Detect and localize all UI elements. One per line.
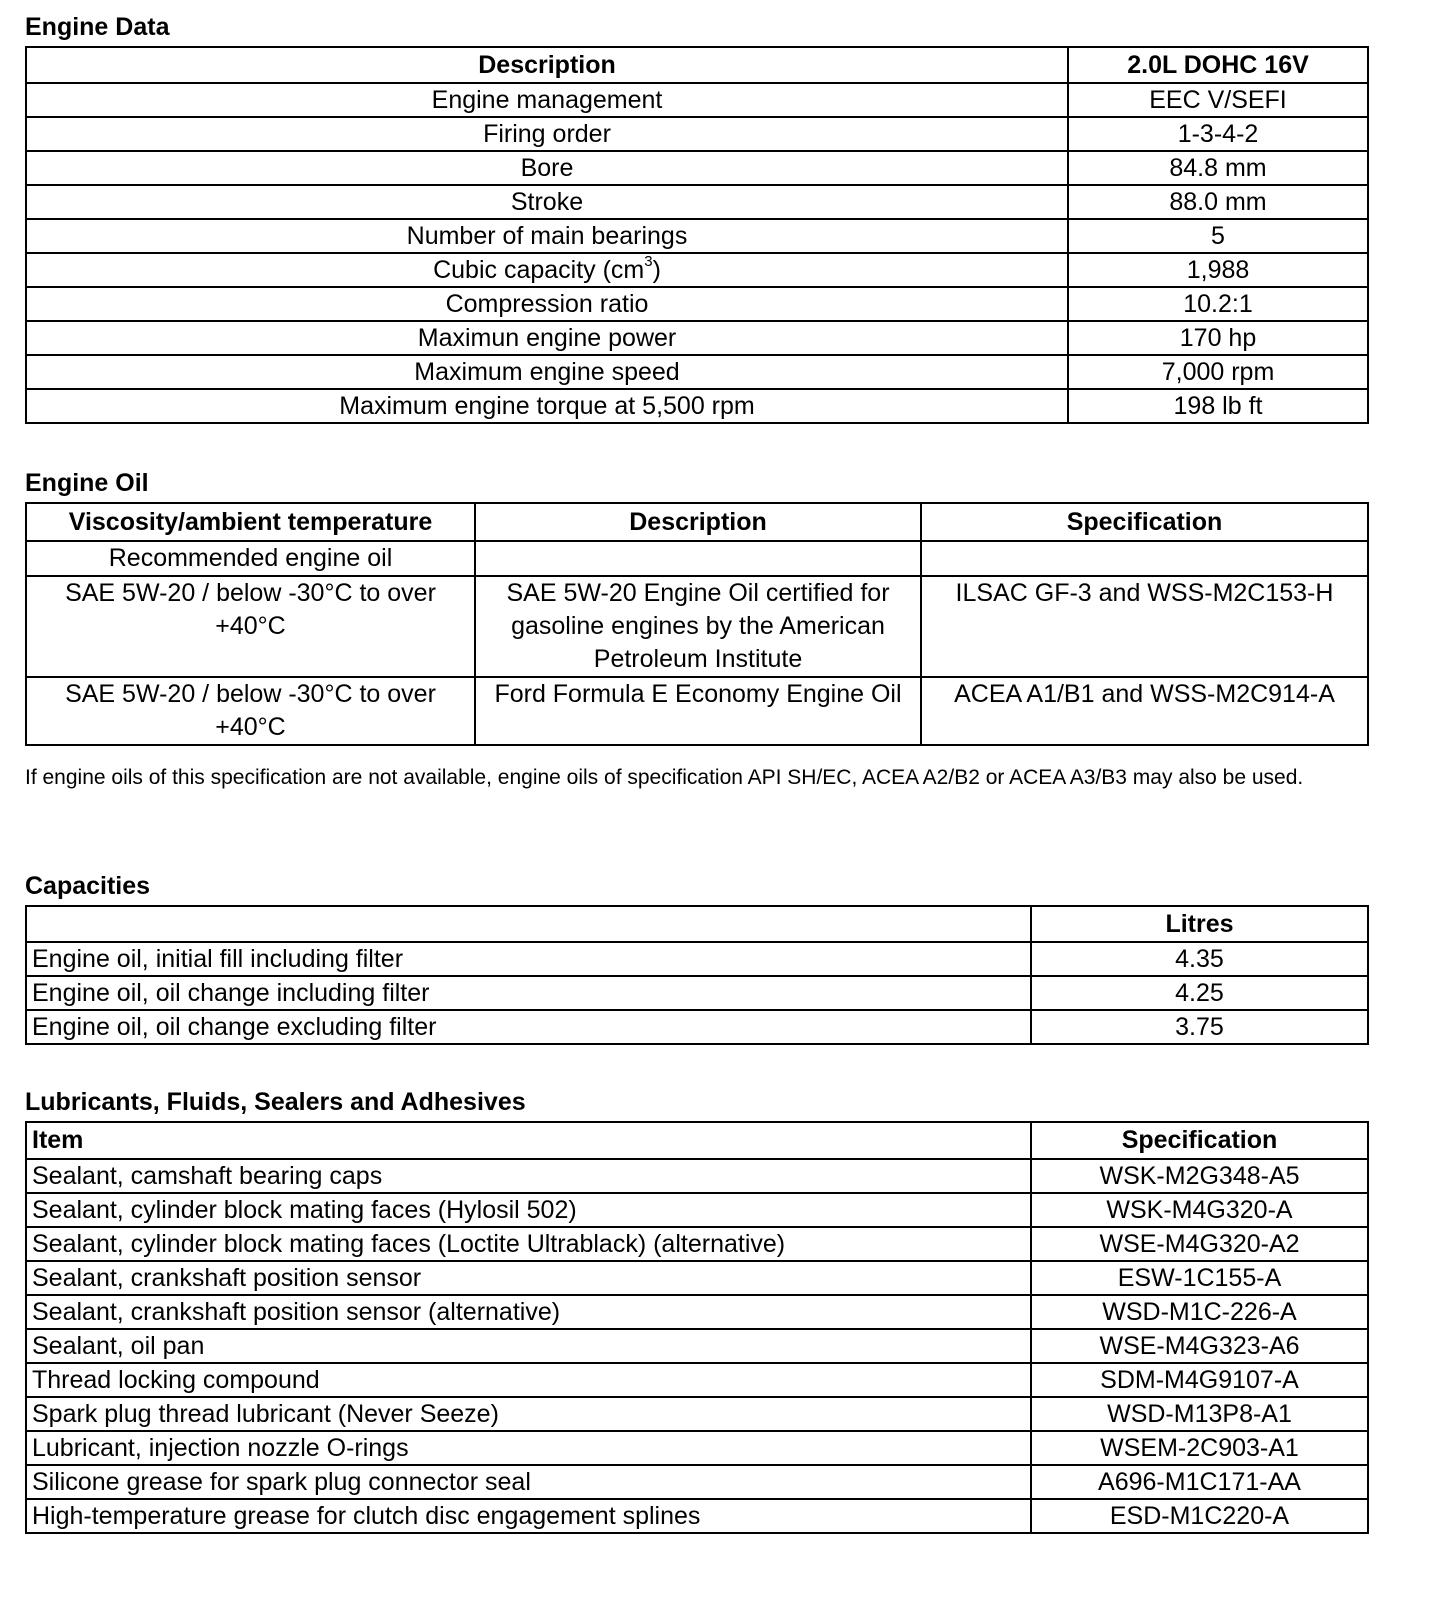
table-row	[26, 253, 1368, 287]
oil-description-cell: SAE 5W-20 Engine Oil certified for gasoline engines by the American Petroleum Institute	[475, 576, 921, 677]
table-row	[26, 1329, 1368, 1363]
header-description: Description	[475, 503, 921, 541]
capacity-item: Engine oil, initial fill including filter	[26, 942, 1031, 976]
engine-data-section	[25, 12, 1369, 424]
lubricant-spec: WSK-M4G320-A	[1031, 1193, 1368, 1227]
row-value: 7,000 rpm	[1068, 355, 1368, 389]
table-row	[26, 1193, 1368, 1227]
lubricant-item: Sealant, crankshaft position sensor (alternative)	[26, 1295, 1031, 1329]
capacity-value: 4.35	[1031, 942, 1368, 976]
lubricant-item: High-temperature grease for clutch disc engagement splines	[26, 1499, 1031, 1533]
table-row	[26, 677, 1368, 745]
lubricants-title: Lubricants, Fluids, Sealers and Adhesives	[25, 1088, 526, 1116]
lubricant-spec: ESD-M1C220-A	[1031, 1499, 1368, 1533]
row-value: 1-3-4-2	[1068, 117, 1368, 151]
engine-data-table	[25, 46, 1369, 424]
row-label: Bore	[26, 151, 1068, 185]
lubricant-spec: WSD-M13P8-A1	[1031, 1397, 1368, 1431]
lubricant-spec: WSK-M2G348-A5	[1031, 1159, 1368, 1193]
table-row	[26, 83, 1368, 117]
table-row	[26, 1397, 1368, 1431]
row-label: Maximum engine torque at 5,500 rpm	[26, 389, 1068, 423]
row-value: 198 lb ft	[1068, 389, 1368, 423]
header-specification: Specification	[921, 503, 1368, 541]
capacities-section	[25, 871, 1369, 1045]
table-row	[26, 117, 1368, 151]
table-row	[26, 1227, 1368, 1261]
lubricant-spec: WSE-M4G320-A2	[1031, 1227, 1368, 1261]
table-row	[26, 1010, 1368, 1044]
row-label: Maximum engine speed	[26, 355, 1068, 389]
row-label: Number of main bearings	[26, 219, 1068, 253]
header-specification: Specification	[1031, 1122, 1368, 1159]
lubricants-section	[25, 1087, 1369, 1534]
engine-oil-table	[25, 502, 1369, 746]
lubricant-item: Sealant, crankshaft position sensor	[26, 1261, 1031, 1295]
row-label: Stroke	[26, 185, 1068, 219]
oil-specification-cell	[921, 541, 1368, 576]
table-row	[26, 185, 1368, 219]
table-row	[26, 576, 1368, 677]
header-engine-variant: 2.0L DOHC 16V	[1068, 47, 1368, 83]
oil-specification-cell: ACEA A1/B1 and WSS-M2C914-A	[921, 677, 1368, 745]
row-value: 5	[1068, 219, 1368, 253]
table-row	[26, 1499, 1368, 1533]
oil-viscosity-cell: SAE 5W-20 / below -30°C to over +40°C	[26, 677, 475, 745]
lubricant-item: Sealant, camshaft bearing caps	[26, 1159, 1031, 1193]
capacity-item: Engine oil, oil change excluding filter	[26, 1010, 1031, 1044]
row-label: Maximun engine power	[26, 321, 1068, 355]
header-item	[26, 906, 1031, 942]
capacity-value: 4.25	[1031, 976, 1368, 1010]
table-row	[26, 541, 1368, 576]
oil-viscosity-cell: Recommended engine oil	[26, 541, 475, 576]
row-value: 10.2:1	[1068, 287, 1368, 321]
lubricant-item: Silicone grease for spark plug connector seal	[26, 1465, 1031, 1499]
row-label: Compression ratio	[26, 287, 1068, 321]
table-row	[26, 976, 1368, 1010]
capacities-table	[25, 905, 1369, 1045]
table-row	[26, 151, 1368, 185]
lubricant-spec: WSD-M1C-226-A	[1031, 1295, 1368, 1329]
lubricant-spec: A696-M1C171-AA	[1031, 1465, 1368, 1499]
header-description: Description	[26, 47, 1068, 83]
row-value: 1,988	[1068, 253, 1368, 287]
header-viscosity: Viscosity/ambient temperature	[26, 503, 475, 541]
lubricant-item: Lubricant, injection nozzle O-rings	[26, 1431, 1031, 1465]
lubricant-spec: WSEM-2C903-A1	[1031, 1431, 1368, 1465]
header-litres: Litres	[1031, 906, 1368, 942]
table-row	[26, 355, 1368, 389]
table-row	[26, 287, 1368, 321]
table-row	[26, 1465, 1368, 1499]
lubricant-item: Sealant, cylinder block mating faces (Hylosil 502)	[26, 1193, 1031, 1227]
lubricant-spec: SDM-M4G9107-A	[1031, 1363, 1368, 1397]
row-value: 88.0 mm	[1068, 185, 1368, 219]
oil-viscosity-cell: SAE 5W-20 / below -30°C to over +40°C	[26, 576, 475, 677]
engine-data-title: Engine Data	[25, 13, 170, 41]
label-superscript: 3	[644, 253, 653, 270]
capacities-title: Capacities	[25, 872, 151, 900]
table-row	[26, 1363, 1368, 1397]
table-header-row	[26, 47, 1368, 83]
table-row	[26, 1431, 1368, 1465]
engine-oil-section	[25, 468, 1405, 793]
header-item: Item	[26, 1122, 1031, 1159]
table-row	[26, 1295, 1368, 1329]
oil-specification-cell: ILSAC GF-3 and WSS-M2C153-H	[921, 576, 1368, 677]
table-row	[26, 1261, 1368, 1295]
lubricant-item: Sealant, cylinder block mating faces (Loctite Ultrablack) (alternative)	[26, 1227, 1031, 1261]
row-label: Engine management	[26, 83, 1068, 117]
engine-oil-title: Engine Oil	[25, 469, 149, 497]
row-value: 170 hp	[1068, 321, 1368, 355]
table-row	[26, 219, 1368, 253]
capacity-value: 3.75	[1031, 1010, 1368, 1044]
engine-oil-note: If engine oils of this specification are not available, engine oils of specification API SH/EC, ACEA A2/B2 or ACEA A3/B3 may also be used.	[25, 766, 1304, 789]
oil-description-cell: Ford Formula E Economy Engine Oil	[475, 677, 921, 745]
table-row	[26, 1159, 1368, 1193]
capacity-item: Engine oil, oil change including filter	[26, 976, 1031, 1010]
lubricant-spec: WSE-M4G323-A6	[1031, 1329, 1368, 1363]
lubricant-spec: ESW-1C155-A	[1031, 1261, 1368, 1295]
lubricants-table	[25, 1121, 1369, 1534]
row-value: EEC V/SEFI	[1068, 83, 1368, 117]
table-row	[26, 389, 1368, 423]
table-row	[26, 942, 1368, 976]
lubricant-item: Spark plug thread lubricant (Never Seeze)	[26, 1397, 1031, 1431]
table-header-row	[26, 1122, 1368, 1159]
table-row	[26, 321, 1368, 355]
row-label	[26, 253, 1068, 287]
lubricant-item: Thread locking compound	[26, 1363, 1031, 1397]
lubricant-item: Sealant, oil pan	[26, 1329, 1031, 1363]
row-label: Firing order	[26, 117, 1068, 151]
table-header-row	[26, 906, 1368, 942]
table-header-row	[26, 503, 1368, 541]
label-suffix: )	[652, 255, 661, 284]
row-value: 84.8 mm	[1068, 151, 1368, 185]
oil-description-cell	[475, 541, 921, 576]
label-prefix: Cubic capacity (cm	[433, 255, 645, 284]
